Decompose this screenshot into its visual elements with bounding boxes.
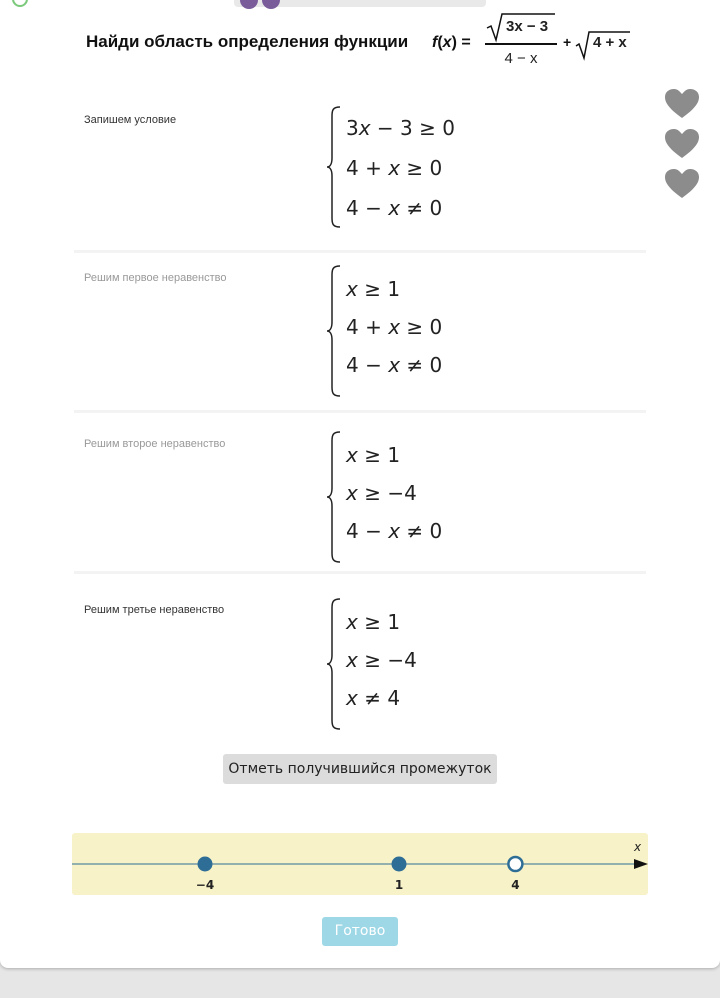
- axis-label: x: [634, 840, 642, 854]
- eq-part: ≥ 0: [400, 315, 443, 339]
- step-label: Решим второе неравенство: [84, 438, 226, 450]
- function-name: f(x) =: [432, 34, 471, 51]
- equation-line: [346, 277, 400, 301]
- eq-part: ≠ 0: [400, 519, 443, 543]
- eq-part: ≥ 1: [357, 443, 401, 467]
- eq-part: ≥ −4: [357, 481, 417, 505]
- equation-line: [346, 481, 417, 505]
- status-indicator: [12, 0, 28, 7]
- equation-line: [346, 648, 417, 672]
- number-line-panel[interactable]: [72, 833, 648, 895]
- heart-icon: [664, 168, 700, 200]
- eq-part: ≠ 0: [400, 196, 443, 220]
- plus-sign: +: [563, 34, 572, 50]
- arrow-icon: [634, 859, 648, 869]
- avatar: [262, 0, 280, 9]
- denominator: 4 − x: [504, 50, 538, 67]
- eq-var: x: [388, 196, 401, 220]
- eq-var: x: [346, 648, 358, 672]
- number-line[interactable]: [72, 833, 648, 895]
- second-root: [574, 28, 632, 58]
- numerator-radicand: 3x − 3: [506, 18, 549, 35]
- equation-line: [346, 443, 400, 467]
- point-label: 4: [511, 878, 520, 892]
- equation-line: [346, 686, 400, 710]
- progress-bar: [234, 0, 486, 7]
- eq-var: x: [346, 686, 358, 710]
- brace-icon: [326, 598, 342, 730]
- title-text: Найди область определения функции: [86, 32, 409, 51]
- point-label: −4: [195, 878, 215, 892]
- brace-icon: [326, 106, 342, 228]
- eq-part: ≥ −4: [357, 648, 417, 672]
- eq-part: ≠ 4: [357, 686, 401, 710]
- second-radicand: 4 + x: [593, 34, 627, 51]
- eq-var: x: [388, 353, 401, 377]
- eq-var: x: [346, 610, 358, 634]
- filled-point[interactable]: [392, 857, 406, 871]
- equation-line: [346, 315, 442, 339]
- solution-step: [74, 253, 646, 413]
- eq-var: x: [388, 519, 401, 543]
- solution-step: [74, 92, 646, 253]
- equation-line: [346, 610, 400, 634]
- solution-step: [74, 413, 646, 574]
- equation-line: [346, 116, 455, 140]
- eq-part: 4 +: [346, 315, 389, 339]
- done-button[interactable]: Готово: [322, 917, 398, 946]
- eq-part: ≥ 1: [357, 610, 401, 634]
- equation-line: [346, 519, 442, 543]
- heart-icon: [664, 88, 700, 120]
- avatar: [240, 0, 258, 9]
- open-point[interactable]: [508, 857, 522, 871]
- eq-part: ≥ 0: [400, 156, 443, 180]
- eq-part: 4 −: [346, 196, 389, 220]
- task-title: [86, 12, 646, 76]
- eq-part: 4 −: [346, 353, 389, 377]
- filled-point[interactable]: [198, 857, 212, 871]
- eq-var: x: [346, 443, 358, 467]
- eq-part: 4 +: [346, 156, 389, 180]
- step-label: Решим третье неравенство: [84, 604, 225, 616]
- eq-var: x: [388, 156, 401, 180]
- numerator-root: [485, 12, 557, 38]
- eq-part: − 3 ≥ 0: [370, 116, 455, 140]
- eq-part: ≥ 1: [357, 277, 401, 301]
- brace-icon: [326, 431, 342, 563]
- eq-var: x: [388, 315, 401, 339]
- eq-var: x: [346, 481, 358, 505]
- heart-icon: [664, 128, 700, 160]
- fraction-bar: [485, 43, 557, 45]
- eq-part: ≠ 0: [400, 353, 443, 377]
- step-label: Запишем условие: [84, 114, 177, 126]
- step-label: Решим первое неравенство: [84, 272, 227, 284]
- equation-line: [346, 156, 442, 180]
- eq-var: x: [358, 116, 371, 140]
- equation-line: [346, 353, 442, 377]
- mark-interval-button[interactable]: Отметь получившийся промежуток: [223, 754, 497, 784]
- brace-icon: [326, 265, 342, 397]
- point-label: 1: [394, 878, 404, 892]
- eq-var: x: [346, 277, 358, 301]
- eq-part: 4 −: [346, 519, 389, 543]
- eq-part: 3: [346, 116, 359, 140]
- function-var: x: [442, 34, 452, 51]
- function-symbol: f: [432, 34, 438, 51]
- equation-line: [346, 196, 442, 220]
- solution-step: [74, 574, 646, 732]
